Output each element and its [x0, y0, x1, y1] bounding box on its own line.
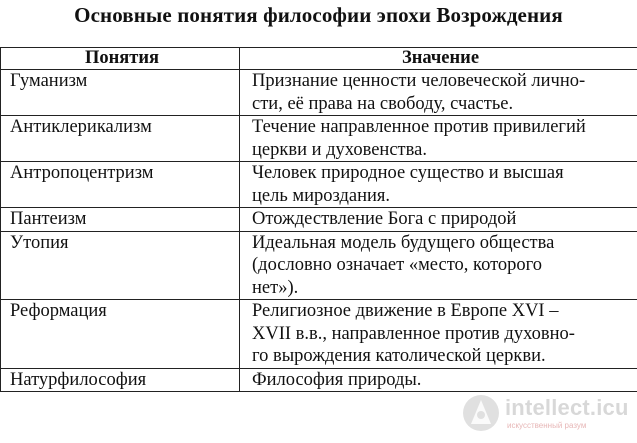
concepts-table [0, 47, 637, 392]
table-row [1, 162, 637, 208]
meaning-cell [240, 368, 637, 392]
header-concept: Понятия [1, 48, 240, 70]
meaning-cell [240, 116, 637, 162]
concept-cell: Натурфилософия [1, 368, 240, 392]
table-row [1, 300, 637, 369]
meaning-line: Религиозное движение в Европе XVI – [252, 301, 559, 321]
table-header-row [1, 48, 637, 70]
meaning-line: цель мироздания. [252, 185, 391, 206]
concept-cell: Пантеизм [1, 208, 240, 232]
meaning-line: сти, её права на свободу, счастье. [252, 93, 514, 114]
brain-logo-icon [461, 393, 501, 433]
meaning-cell [240, 162, 637, 208]
meaning-line: (дословно означает «место, которого [252, 255, 543, 275]
meaning-cell [240, 208, 637, 232]
concept-cell: Утопия [1, 231, 240, 300]
concept-cell: Гуманизм [1, 70, 240, 116]
meaning-cell [240, 70, 637, 116]
meaning-line: церкви и духовенства. [252, 139, 427, 160]
meaning-line: го вырождения католической церкви. [252, 346, 546, 366]
concept-cell: Антиклерикализм [1, 116, 240, 162]
watermark-tagline: искусственный разум [507, 421, 587, 430]
watermark-name: intellect.icu [505, 395, 629, 420]
meaning-line: нет»). [252, 277, 299, 298]
meaning-line: Признание ценности человеческой лично- [252, 71, 586, 91]
header-meaning: Значение [240, 48, 637, 70]
meaning-line: XVII в.в., направленное против духовно- [252, 323, 575, 344]
meaning-cell [240, 300, 637, 369]
table-row [1, 368, 637, 392]
document-title: Основные понятия философии эпохи Возрождения [74, 3, 563, 27]
concept-cell: Антропоцентризм [1, 162, 240, 208]
meaning-cell [240, 231, 637, 300]
table-row [1, 116, 637, 162]
watermark [461, 391, 631, 437]
meaning-line: Течение направленное против привилегий [252, 117, 586, 137]
concept-cell: Реформация [1, 300, 240, 369]
meaning-line: Идеальная модель будущего общества [252, 232, 555, 253]
meaning-line: Философия природы. [252, 369, 422, 390]
table-row [1, 208, 637, 232]
meaning-line: Человек природное существо и высшая [252, 163, 564, 183]
meaning-line: Отождествление Бога с природой [252, 209, 517, 229]
table-row [1, 70, 637, 116]
table-row [1, 231, 637, 300]
